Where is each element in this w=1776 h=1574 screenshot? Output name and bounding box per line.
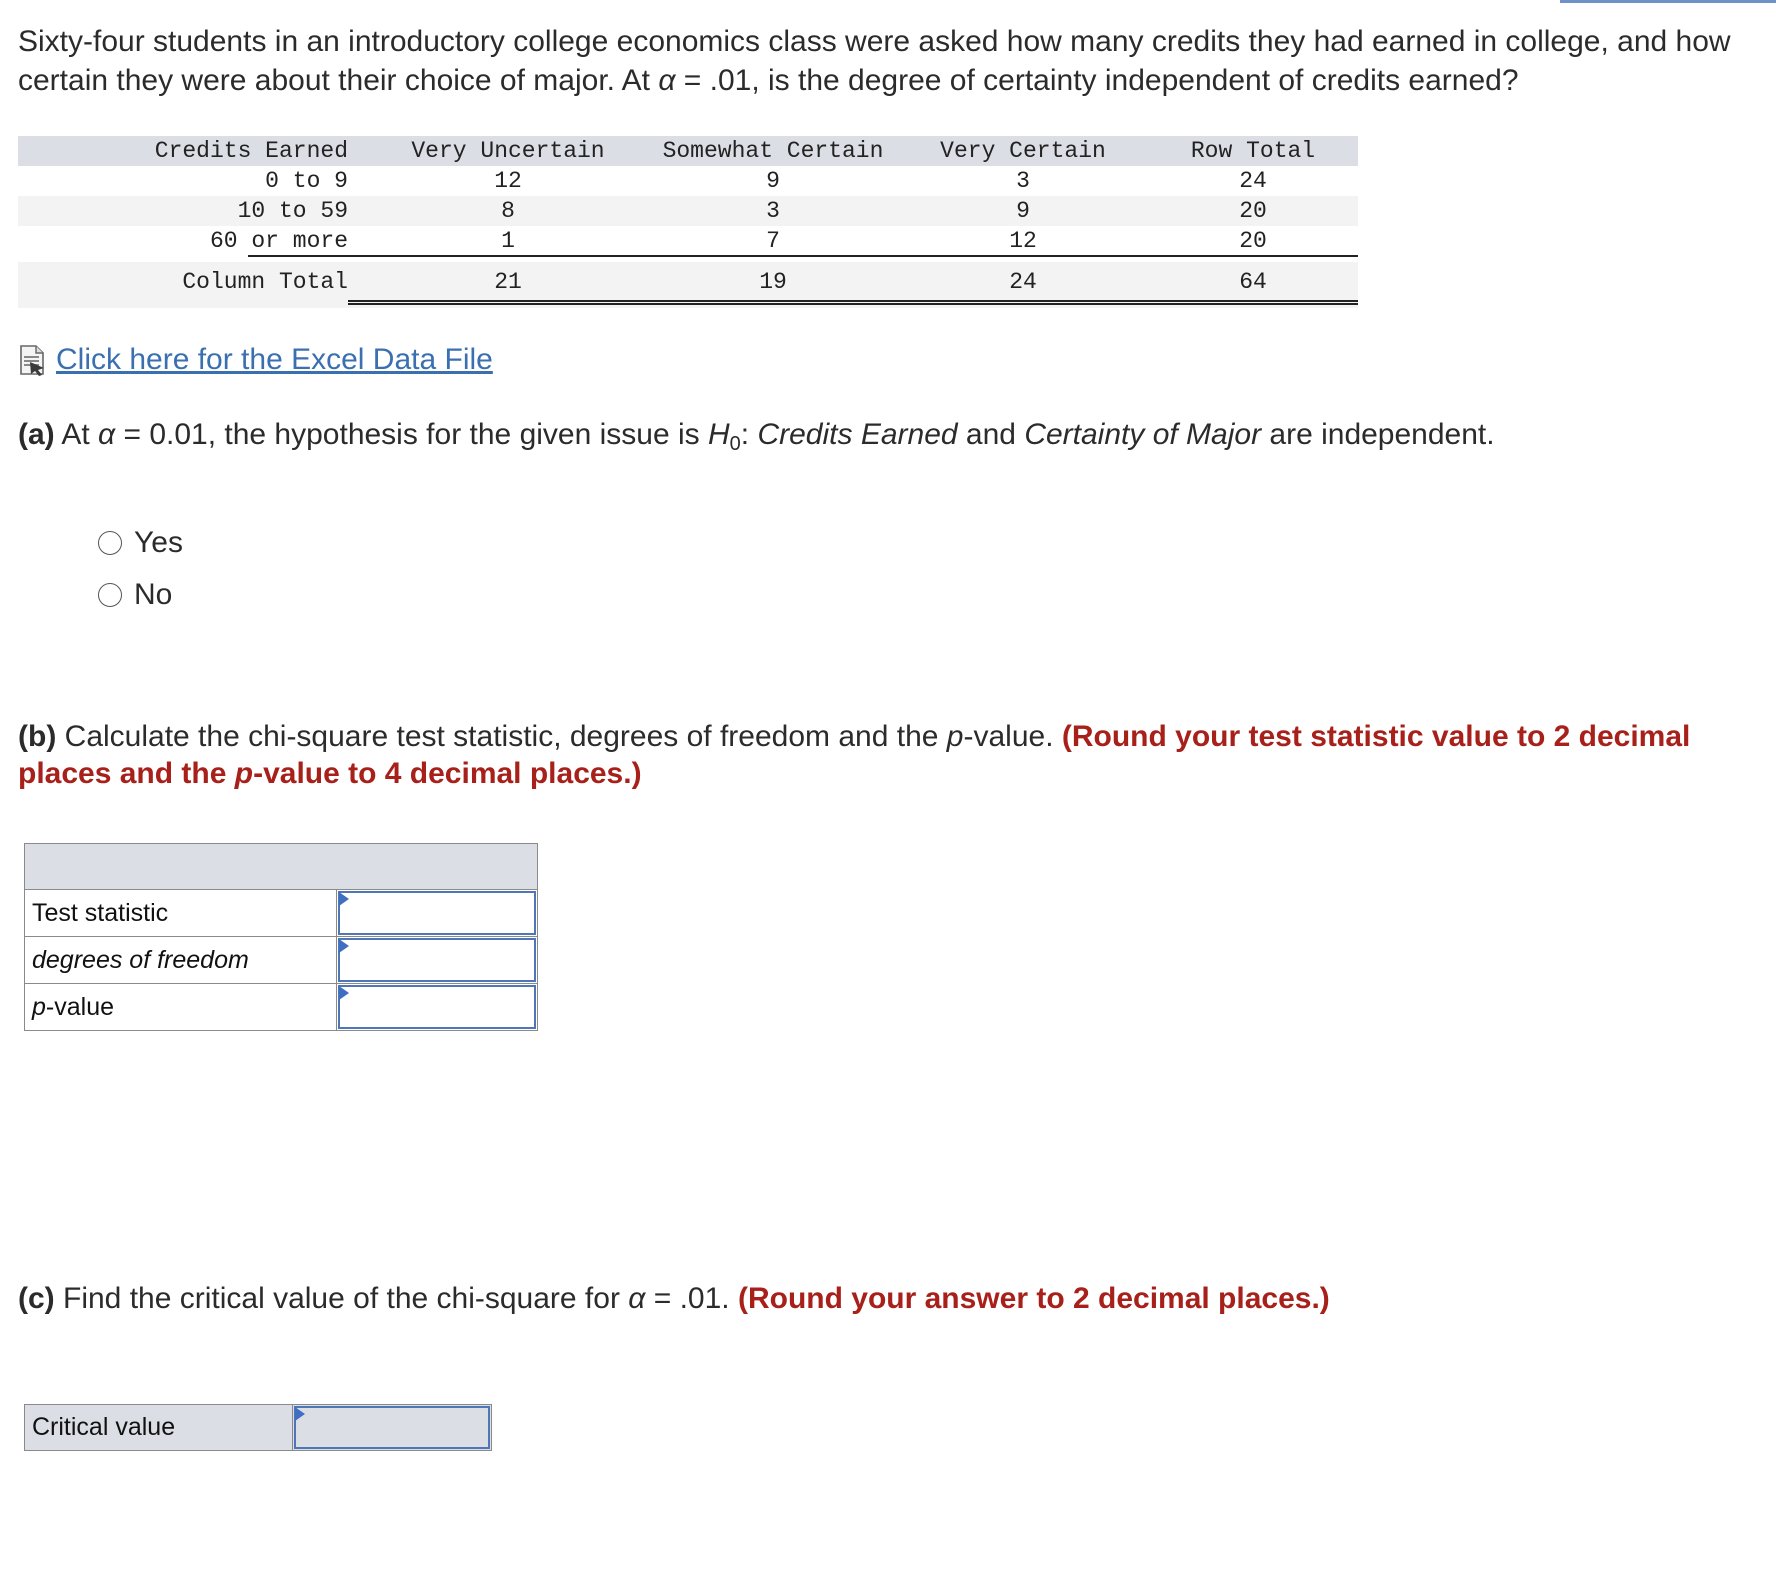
table-cell: 3 — [1016, 168, 1030, 194]
alpha-symbol: α — [628, 1282, 646, 1315]
question-text-part: = .01, is the degree of certainty independent of credits earned? — [675, 64, 1519, 97]
table-cell: 3 — [766, 198, 780, 224]
rounding-note: (Round your answer to 2 decimal places.) — [737, 1282, 1330, 1315]
text-span: Calculate the chi-square test statistic, degrees of freedom and the — [56, 720, 947, 753]
spreadsheet-file-icon — [18, 344, 48, 376]
table-cell: 19 — [759, 269, 787, 295]
header-row-total: Row Total — [1190, 138, 1316, 164]
underline-rule — [248, 255, 348, 257]
test-statistic-input[interactable] — [338, 891, 536, 935]
table-header-row — [18, 136, 1358, 166]
degrees-of-freedom-label: degrees of freedom — [25, 937, 337, 983]
critical-value-label: Critical value — [25, 1405, 293, 1450]
input-corner-marker-icon — [339, 892, 349, 906]
table-cell: 1 — [501, 228, 515, 254]
critical-value-cell — [293, 1405, 491, 1450]
p-value-text: -value — [45, 993, 114, 1021]
text-span: = 0.01, the hypothesis for the given issue is — [115, 418, 708, 451]
note-text: -value to 4 decimal places.) — [253, 757, 642, 790]
table-cell: 7 — [766, 228, 780, 254]
answer-row-p-value — [25, 984, 537, 1030]
input-corner-marker-icon — [295, 1407, 305, 1421]
table-cell: 9 — [766, 168, 780, 194]
p-symbol: p — [234, 757, 254, 790]
radio-label[interactable]: Yes — [134, 526, 183, 559]
contingency-table — [18, 136, 1358, 308]
part-b-label: (b) — [18, 720, 57, 753]
p-value-cell — [337, 984, 537, 1030]
top-accent-bar — [1560, 0, 1776, 3]
total-row-label: Column Total — [182, 269, 348, 295]
table-row — [18, 196, 1358, 226]
header-somewhat-certain: Somewhat Certain — [662, 138, 884, 164]
critical-value-table — [24, 1404, 492, 1451]
question-text-part: Sixty-four students in an introductory college economics class were asked how many credits they had earned in college, and how certain they were about their choice of major. At — [18, 25, 1731, 97]
part-a-label: (a) — [18, 418, 55, 451]
critical-value-input[interactable] — [294, 1406, 490, 1449]
subtotal-rule — [348, 255, 1358, 257]
table-cell: 20 — [1239, 228, 1267, 254]
table-cell: 21 — [494, 269, 522, 295]
part-c-label: (c) — [18, 1282, 55, 1315]
radio-button[interactable] — [98, 531, 122, 555]
variable-credits-earned: Credits Earned — [757, 418, 958, 451]
header-very-certain: Very Certain — [940, 138, 1106, 164]
table-cell: 8 — [501, 198, 515, 224]
radio-option-no[interactable] — [98, 578, 172, 612]
table-cell: 24 — [1239, 168, 1267, 194]
header-credits-earned: Credits Earned — [154, 138, 348, 164]
table-cell: 24 — [1009, 269, 1037, 295]
table-cell: 12 — [1009, 228, 1037, 254]
text-span: : — [740, 418, 758, 451]
h-symbol: H — [708, 418, 730, 451]
part-c-prompt — [18, 1280, 1758, 1317]
test-statistic-label: Test statistic — [25, 890, 337, 936]
variable-certainty-of-major: Certainty of Major — [1024, 418, 1262, 451]
excel-data-file-link[interactable] — [18, 343, 493, 377]
table-cell: 20 — [1239, 198, 1267, 224]
answer-row-degrees-of-freedom — [25, 937, 537, 984]
p-value-label — [25, 984, 337, 1030]
text-span: are independent. — [1261, 418, 1495, 451]
answer-table-header — [25, 844, 537, 890]
header-very-uncertain: Very Uncertain — [411, 138, 605, 164]
degrees-of-freedom-input[interactable] — [338, 938, 536, 982]
table-cell: 9 — [1016, 198, 1030, 224]
alpha-symbol: α — [98, 418, 116, 451]
answer-table-b — [24, 843, 538, 1031]
alpha-symbol: α — [658, 64, 676, 97]
input-corner-marker-icon — [339, 986, 349, 1000]
table-row — [18, 226, 1358, 256]
answer-row-test-statistic — [25, 890, 537, 937]
row-label: 0 to 9 — [265, 168, 348, 194]
row-label: 10 to 59 — [237, 198, 348, 224]
total-double-rule — [348, 300, 1358, 305]
degrees-of-freedom-cell — [337, 937, 537, 983]
test-statistic-cell — [337, 890, 537, 936]
text-span: Find the critical value of the chi-square for — [54, 1282, 629, 1315]
table-cell: 12 — [494, 168, 522, 194]
excel-link-label[interactable]: Click here for the Excel Data File — [56, 343, 493, 376]
table-row — [18, 166, 1358, 196]
note-text: (Round your test statistic value to 2 decimal places and the — [18, 720, 1691, 790]
table-cell: 64 — [1239, 269, 1267, 295]
text-span: At — [54, 418, 99, 451]
question-prompt — [18, 22, 1758, 100]
text-span: -value. — [963, 720, 1062, 753]
h-subscript: 0 — [729, 433, 741, 455]
radio-label[interactable]: No — [134, 578, 173, 611]
row-label: 60 or more — [209, 228, 348, 254]
radio-button[interactable] — [98, 583, 122, 607]
p-symbol: p — [946, 720, 964, 753]
text-span: and — [957, 418, 1025, 451]
input-corner-marker-icon — [339, 939, 349, 953]
p-symbol: p — [32, 993, 46, 1021]
part-b-prompt — [18, 718, 1758, 792]
radio-option-yes[interactable] — [98, 526, 183, 560]
p-value-input[interactable] — [338, 985, 536, 1029]
part-a-prompt — [18, 416, 1758, 463]
text-span: = .01. — [645, 1282, 738, 1315]
